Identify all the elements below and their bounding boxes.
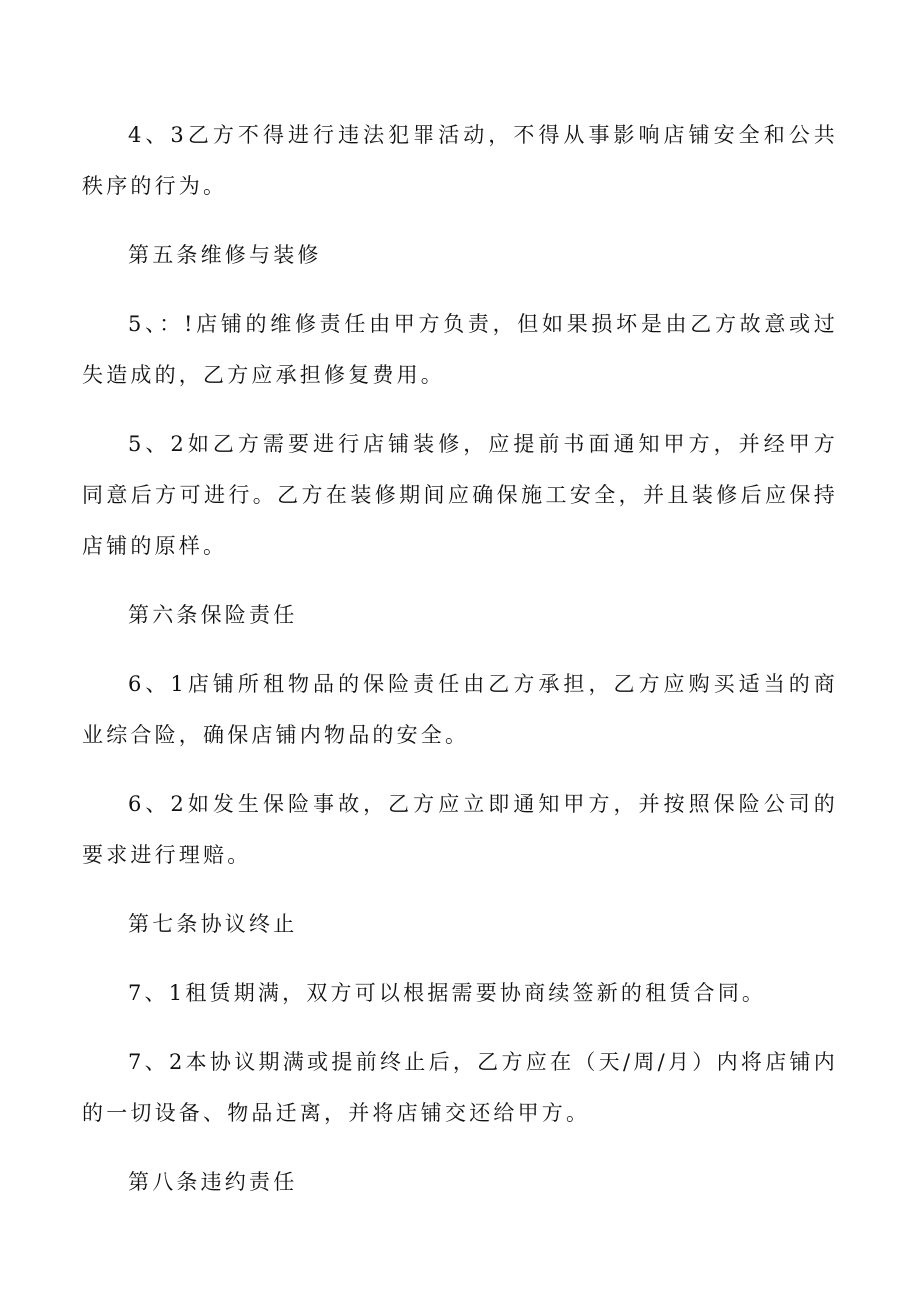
clause-5-2: 5、2如乙方需要进行店铺装修，应提前书面通知甲方，并经甲方同意后方可进行。乙方在装修期间应确保施工安全，并且装修后应保持店铺的原样。 bbox=[82, 432, 838, 558]
clause-4-3: 4、3乙方不得进行违法犯罪活动，不得从事影响店铺安全和公共秩序的行为。 bbox=[82, 123, 838, 198]
clause-6-1: 6、1店铺所租物品的保险责任由乙方承担，乙方应购买适当的商业综合险，确保店铺内物品的安全。 bbox=[82, 672, 838, 747]
clause-7-1: 7、1租赁期满，双方可以根据需要协商续签新的租赁合同。 bbox=[128, 981, 767, 1005]
clause-6-2: 6、2如发生保险事故，乙方应立即通知甲方，并按照保险公司的要求进行理赔。 bbox=[82, 792, 838, 867]
article-6-heading: 第六条保险责任 bbox=[128, 603, 298, 627]
article-8-heading: 第八条违约责任 bbox=[128, 1170, 298, 1194]
clause-5-1: 5、：!店铺的维修责任由甲方负责，但如果损坏是由乙方故意或过失造成的，乙方应承担修复费用。 bbox=[82, 312, 838, 387]
clause-7-2: 7、2本协议期满或提前终止后，乙方应在（天/周/月）内将店铺内的一切设备、物品迁离，并将店铺交还给甲方。 bbox=[82, 1050, 838, 1125]
article-5-heading: 第五条维修与装修 bbox=[128, 243, 322, 267]
article-7-heading: 第七条协议终止 bbox=[128, 912, 298, 936]
